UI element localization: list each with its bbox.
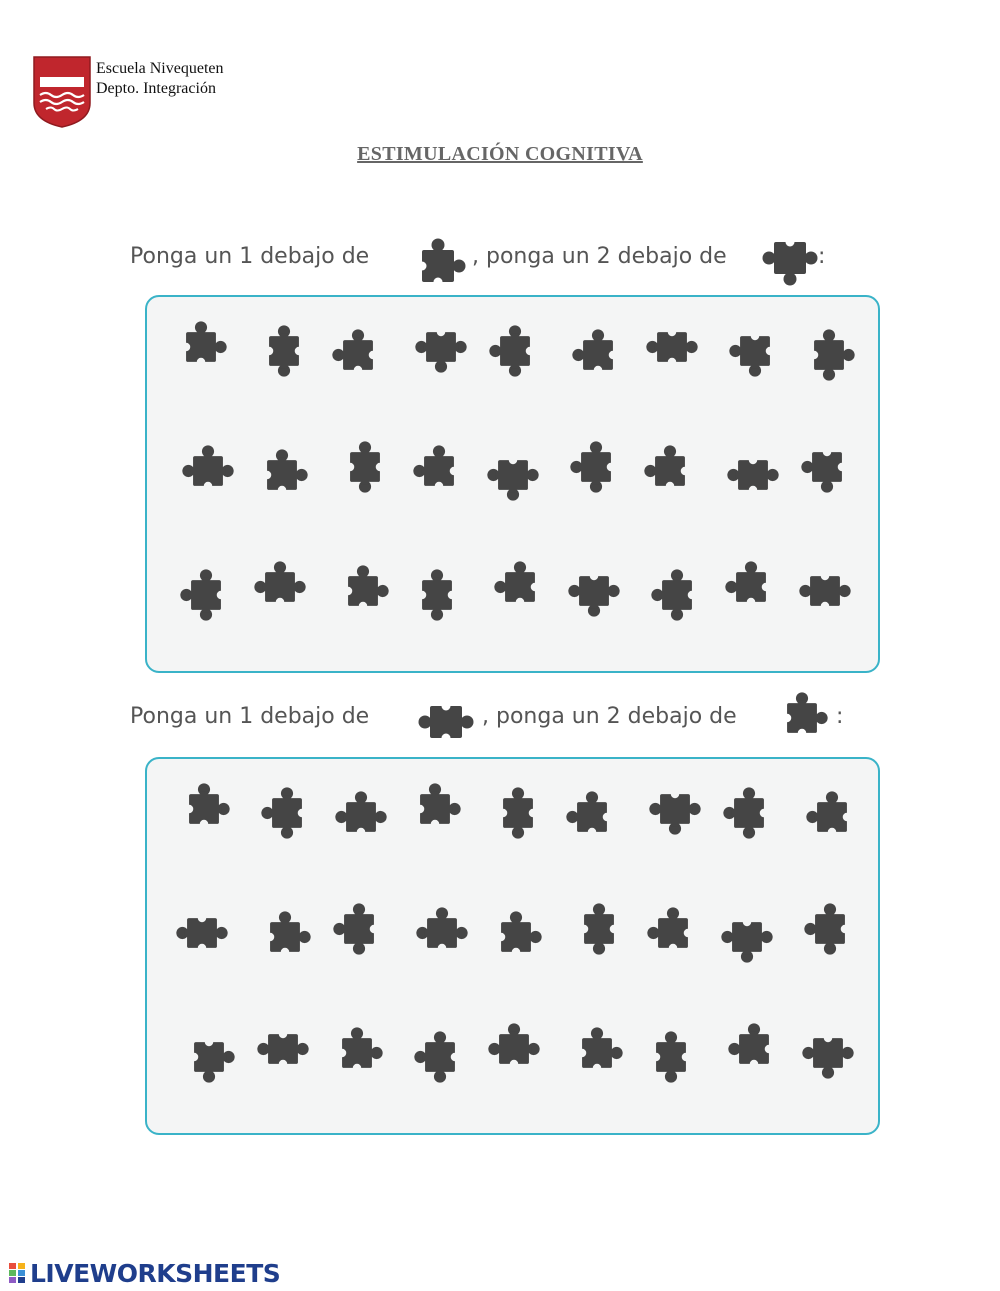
puzzle-piece-icon: [760, 228, 820, 288]
puzzle-piece-icon: [492, 559, 548, 615]
exercise-1-box: [145, 295, 880, 673]
puzzle-piece-icon: [414, 692, 478, 752]
instruction-1-part1: Ponga un 1 debajo de: [130, 244, 370, 269]
puzzle-piece-icon: [173, 319, 229, 375]
puzzle-piece-icon: [568, 439, 624, 495]
exercise-2-row-3: [147, 1021, 878, 1091]
exercise-1-row-1: [147, 319, 878, 389]
instruction-2-end: :: [836, 704, 844, 729]
puzzle-piece-icon: [643, 1029, 699, 1085]
instruction-2-part2: , ponga un 2 debajo de: [482, 704, 737, 729]
exercise-2-box: [145, 757, 880, 1135]
puzzle-piece-icon: [333, 789, 389, 845]
puzzle-piece-icon: [486, 1021, 542, 1077]
footer-brand-text: LIVEWORKSHEETS: [30, 1258, 281, 1288]
puzzle-piece-icon: [564, 789, 620, 845]
puzzle-piece-icon: [181, 1029, 237, 1085]
puzzle-piece-icon: [412, 1029, 468, 1085]
department-name: Depto. Integración: [96, 80, 216, 97]
puzzle-piece-icon: [174, 905, 230, 961]
puzzle-piece-icon: [178, 567, 234, 623]
exercise-2-row-1: [147, 781, 878, 851]
puzzle-piece-icon: [570, 327, 626, 383]
puzzle-piece-icon: [409, 567, 465, 623]
instruction-2: [130, 704, 850, 764]
page-title: ESTIMULACIÓN COGNITIVA: [357, 143, 643, 165]
puzzle-piece-icon: [488, 909, 544, 965]
puzzle-piece-icon: [331, 901, 387, 957]
school-info: [96, 59, 224, 99]
puzzle-piece-icon: [804, 789, 860, 845]
puzzle-piece-icon: [485, 447, 541, 503]
puzzle-piece-icon: [725, 447, 781, 503]
puzzle-piece-icon: [644, 319, 700, 375]
liveworksheets-logo-icon: [8, 1261, 28, 1285]
puzzle-piece-icon: [774, 690, 830, 746]
puzzle-piece-icon: [642, 443, 698, 499]
school-name: Escuela Nivequeten: [96, 60, 224, 77]
puzzle-piece-icon: [645, 905, 701, 961]
school-crest-logo: [32, 55, 92, 129]
puzzle-piece-icon: [571, 901, 627, 957]
puzzle-piece-icon: [255, 1021, 311, 1077]
puzzle-piece-icon: [414, 905, 470, 961]
puzzle-piece-icon: [411, 443, 467, 499]
puzzle-piece-icon: [721, 785, 777, 841]
puzzle-piece-icon: [566, 563, 622, 619]
puzzle-piece-icon: [647, 781, 703, 837]
puzzle-piece-icon: [487, 323, 543, 379]
puzzle-piece-icon: [337, 439, 393, 495]
exercise-1-row-2: [147, 439, 878, 509]
puzzle-piece-icon: [797, 563, 853, 619]
footer-brand: [8, 1256, 280, 1290]
instruction-1-end: :: [818, 244, 826, 269]
puzzle-piece-icon: [259, 785, 315, 841]
puzzle-piece-icon: [726, 1021, 782, 1077]
puzzle-piece-icon: [723, 559, 779, 615]
puzzle-piece-icon: [330, 327, 386, 383]
puzzle-piece-icon: [801, 327, 857, 383]
puzzle-piece-icon: [252, 559, 308, 615]
puzzle-piece-icon: [176, 781, 232, 837]
puzzle-piece-icon: [800, 1025, 856, 1081]
exercise-1-row-3: [147, 559, 878, 629]
instruction-1-part2: , ponga un 2 debajo de: [472, 244, 727, 269]
puzzle-piece-icon: [256, 323, 312, 379]
puzzle-piece-icon: [413, 319, 469, 375]
puzzle-piece-icon: [569, 1025, 625, 1081]
instruction-2-part1: Ponga un 1 debajo de: [130, 704, 370, 729]
puzzle-piece-icon: [802, 901, 858, 957]
puzzle-piece-icon: [407, 781, 463, 837]
puzzle-piece-icon: [727, 323, 783, 379]
puzzle-piece-icon: [329, 1025, 385, 1081]
puzzle-piece-icon: [649, 567, 705, 623]
puzzle-piece-icon: [490, 785, 546, 841]
puzzle-piece-icon: [335, 563, 391, 619]
puzzle-piece-icon: [408, 236, 468, 296]
puzzle-piece-icon: [719, 909, 775, 965]
puzzle-piece-icon: [180, 443, 236, 499]
puzzle-piece-icon: [254, 447, 310, 503]
puzzle-piece-icon: [257, 909, 313, 965]
puzzle-piece-icon: [799, 439, 855, 495]
exercise-2-row-2: [147, 901, 878, 971]
